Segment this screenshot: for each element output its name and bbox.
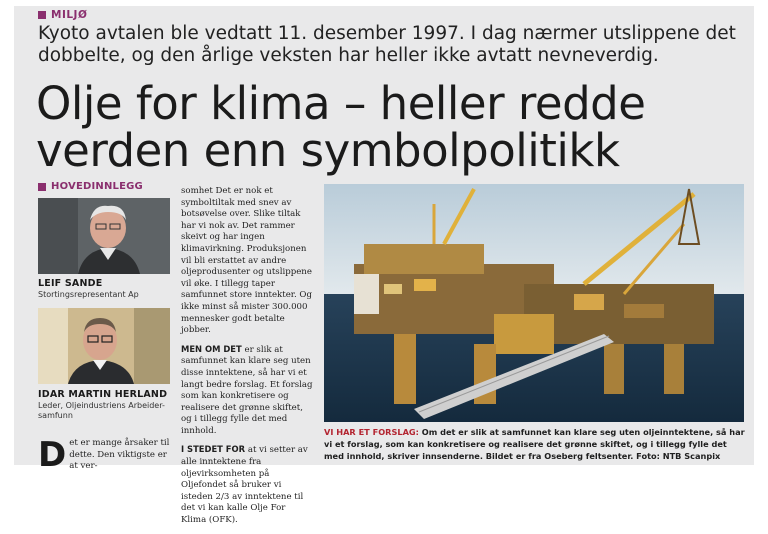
- author-role: Stortingsrepresentant Ap: [38, 290, 139, 299]
- photo-caption: [324, 426, 748, 462]
- section-label: [38, 9, 87, 21]
- paragraph-lead: I STEDET FOR: [181, 444, 246, 455]
- author-portrait-leif-sande: [38, 198, 170, 274]
- author-name: LEIF SANDE: [38, 278, 103, 289]
- paragraph-text: er slik at samfunnet kan klare seg uten disse inntektene, så har vi et langt bedre forslag. Et forslag som kan konkretisere og realisere det grønne skiftet, og i tillegg fylle det med innhold.: [181, 344, 313, 436]
- paragraph: somhet Det er nok et symboltiltak med snev av botsøvelse over. Slike tiltak har vi nok av. Det rammer skeivt og har ingen klimavirkning. Produksjonen vil bli erstattet av andre oljeprodusenter og utslippene vil øke. I tillegg taper samfunnet store inntekter. Og ikke minst så mister 300.000 mennesker godt betalte jobber.: [181, 186, 312, 336]
- paragraph-lead: MEN OM DET: [181, 343, 242, 354]
- lede-paragraph: Kyoto avtalen ble vedtatt 11. desember 1997. I dag nærmer utslippene det dobbelte, og den årlige veksten har heller ikke avtatt nevneverdig.: [38, 23, 736, 66]
- article-column-1: [38, 435, 170, 475]
- section-marker-icon: [38, 11, 46, 19]
- article-type-marker-icon: [38, 183, 46, 191]
- drop-cap: D: [38, 435, 67, 475]
- paragraph: [181, 344, 313, 438]
- article-type-text: HOVEDINNLEGG: [51, 181, 143, 192]
- oil-platform-photo: [324, 184, 744, 422]
- section-label-text: MILJØ: [51, 9, 88, 21]
- column-1-text: et er mange årsaker til dette. Den viktigste er at ver-: [69, 438, 170, 472]
- caption-text: Om det er slik at samfunnet kan klare seg uten oljeinntektene, så har vi et forslag, som kan konkretisere og realisere det grønne skiftet, og i tillegg fylle det med innhold, skriver innsenderne. Bildet er fra Oseberg feltsenter. Foto: NTB Scanpix: [324, 427, 745, 461]
- paragraph: [181, 444, 313, 526]
- author-role: Leder, Oljeindustriens Arbeider-samfunn: [38, 401, 165, 420]
- paragraph-text: at vi setter av alle inntektene fra oljevirksomheten på Oljefondet så bruker vi isteden 2/3 av inntektene til det vi kan kalle Olje For Klima (OFK).: [181, 445, 308, 526]
- author-portrait-idar-martin-herland: [38, 308, 170, 384]
- portrait-illustration-1: [38, 198, 170, 274]
- portrait-illustration-2: [38, 308, 170, 384]
- caption-lead: VI HAR ET FORSLAG:: [324, 427, 419, 437]
- newspaper-page: [14, 6, 754, 526]
- article-column-2: [181, 186, 313, 534]
- author-name: IDAR MARTIN HERLAND: [38, 389, 168, 400]
- article-headline: Olje for klima – heller redde verden enn symbolpolitikk: [36, 77, 646, 177]
- oil-platform-illustration: [324, 184, 744, 422]
- article-type-label: [38, 181, 143, 192]
